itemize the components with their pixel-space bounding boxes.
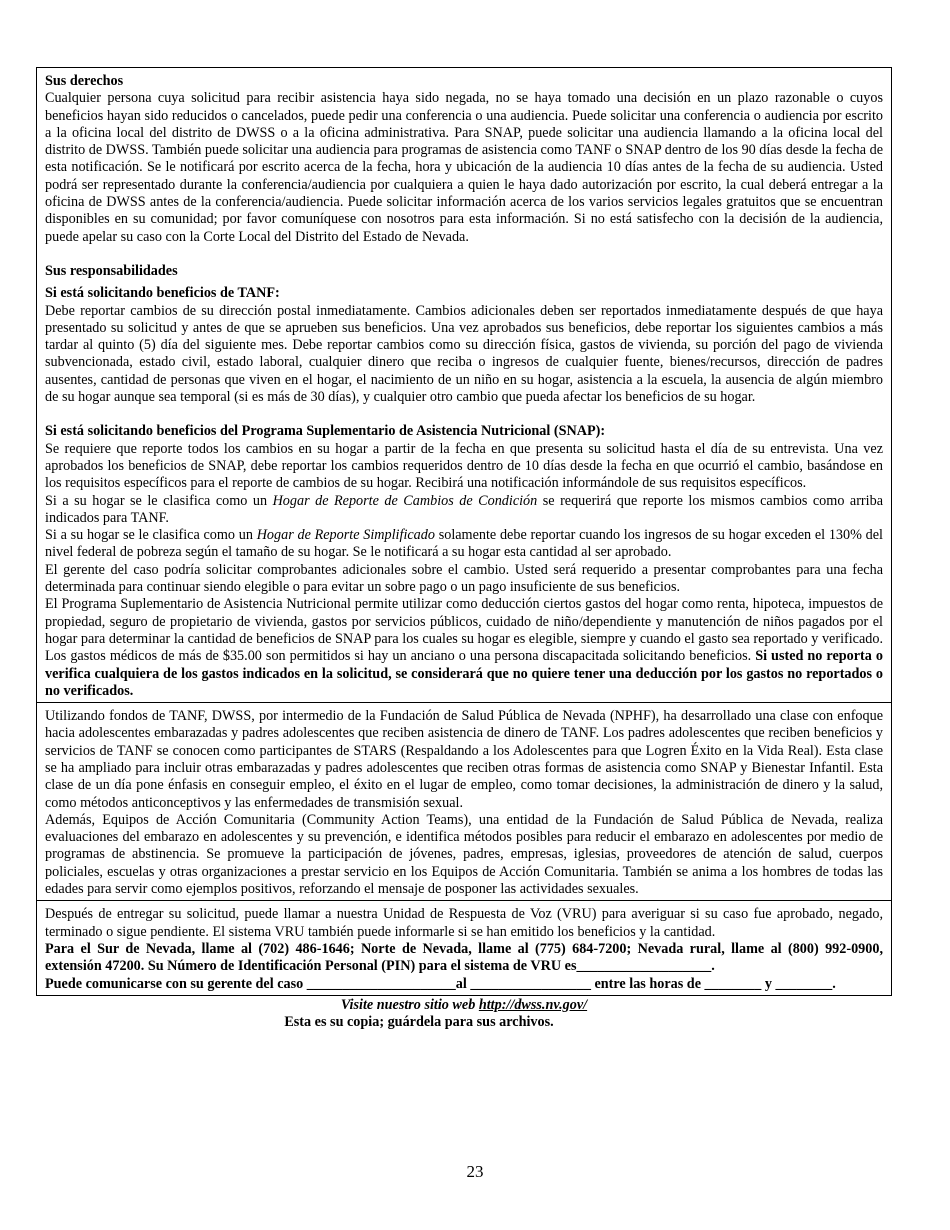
snap-paragraph-5: El Programa Suplementario de Asistencia Nutricional permite utilizar como deducción ciertos gastos del hogar como renta, hipoteca, impuestos de propiedad, seguro de propietario de vivienda, gastos por servicios públicos, cuidado de niño/dependiente y manutención de niños pagados por el hogar para determinar la cantidad de beneficios de SNAP para los cuales su hogar es elegible, siempre y cuando el gasto sea reportado y verificado. Los gastos médicos de más de $35.00 son permitidos si hay un anciano o una persona discapacitada solicitando beneficios. Si usted no reporta o verifica cualquiera de los gastos indicados en la solicitud, se considerará que no quiere tener una deducción por los gastos no reportados o no verificados. [45, 596, 883, 699]
vru-paragraph-1: Después de entregar su solicitud, puede llamar a nuestra Unidad de Respuesta de Voz (VRU) para averiguar si su caso fue aprobado, negado, terminado o sigue pendiente. El sistema VRU también puede informarle si se han emitido los beneficios y la cantidad. [45, 906, 883, 940]
snap-paragraph-4: El gerente del caso podría solicitar comprobantes adicionales sobre el cambio. Usted será requerido a presentar comprobantes para una fecha determinada para continuar siendo elegible o para evitar un sobre pago o un pago insuficiente de sus beneficios. [45, 561, 883, 596]
responsibilities-title: Sus responsabilidades [45, 262, 178, 279]
case-manager-contact: Puede comunicarse con su gerente del caso _____________________al _________________ entre las horas de ________ y ________. [45, 975, 836, 992]
snap-paragraph-3: Si a su hogar se le clasifica como un Hogar de Reporte Simplificado solamente debe reportar cuando los ingresos de su hogar exceden el 130% del nivel federal de pobreza según el tamaño de su hogar. Se le notificará a su hogar esta cantidad al ser aprobado. [45, 527, 883, 561]
document-page [36, 67, 892, 1031]
snap-heading: Si está solicitando beneficios del Programa Suplementario de Asistencia Nutricional (SNAP): [45, 423, 606, 440]
tanf-body: Debe reportar cambios de su dirección postal inmediatamente. Cambios adicionales deben ser reportados inmediatamente después de que haya presentado su solicitud y antes de que se aprueben sus beneficios. Una vez aprobados sus beneficios, debe reportar los siguientes cambios a más tardar al quinto (5) día del siguiente mes. Debe reportar cambios como su dirección física, gastos de vivienda, su porción del pago de vivienda subvencionada, estado civil, estado laboral, cualquier dinero que reciba o ingresos de cualquier fuente, bienes/recursos, dirección de padres ausentes, cantidad de personas que viven en el hogar, el nacimiento de un niño en su hogar, asistencia a la escuela, la ausencia de algún miembro de su hogar aunque sea temporal (si es más de 30 días), y cualquier otro cambio que pueda afectar los beneficios de su hogar. [45, 302, 883, 406]
copy-note: Esta es su copia; guárdela para sus archivos. [284, 1014, 554, 1031]
stars-paragraph-1: Utilizando fondos de TANF, DWSS, por intermedio de la Fundación de Salud Pública de Nevada (NPHF), ha desarrollado una clase con enfoque hacia adolescentes embarazadas y padres adolescentes que reciben asistencia de dinero de TANF. Los padres adolescentes que reciben beneficios y servicios de TANF se conocen como participantes de STARS (Respaldando a los Adolescentes para que Logren Éxito en la Vida Real). Esta clase se ha ampliado para incluir otras embarazadas y padres adolescentes que reciben otras formas de asistencia como SNAP y Bienestar Infantil. Esta clase de un día pone énfasis en conseguir empleo, el éxito en el lugar de empleo, como tomar decisiones, la administración de dinero y la salud, como métodos anticonceptivos y las enfermedades de transmisión sexual. [45, 708, 883, 811]
vru-phone-numbers: Para el Sur de Nevada, llame al (702) 486-1646; Norte de Nevada, llame al (775) 684-7200; Nevada rural, llame al (800) 992-0900, extensión 47200. Su Número de Identificación Personal (PIN) para el sistema de VRU es___________________. [45, 940, 883, 975]
tanf-heading: Si está solicitando beneficios de TANF: [45, 285, 280, 302]
stars-paragraph-2: Además, Equipos de Acción Comunitaria (Community Action Teams), una entidad de la Fundación de Salud Pública de Nevada, realiza evaluaciones del embarazo en adolescentes y su prevención, e identifica métodos posibles para reducir el embarazo en adolescentes por medio de programas de abstinencia. Se promueve la participación de jóvenes, padres, empresas, iglesias, proveedores de atención de salud, cuerpos policiales, escuelas y otras organizaciones a prestar servicio en los Equipos de Acción Comunitaria. También se anima a los hombres de todas las edades para servir como ejemplos positivos, reforzando el mensaje de posponer las actividades sexuales. [45, 811, 883, 898]
snap-paragraph-1: Se requiere que reporte todos los cambios en su hogar a partir de la fecha en que presenta su solicitud hasta el día de su entrevista. Una vez aprobados los beneficios de SNAP, debe reportar los cambios requeridos dentro de 10 días desde la fecha en que ocurrió el cambio, basándose en los requisitos específicos para el reporte de cambios de su hogar. Recibirá una notificación informándole de sus requisitos específicos. [45, 440, 883, 492]
website-link[interactable]: http://dwss.nv.gov/ [478, 996, 588, 1013]
rights-body: Cualquier persona cuya solicitud para recibir asistencia haya sido negada, no se haya tomado una decisión en un plazo razonable o cuyos beneficios hayan sido reducidos o cancelados, puede pedir una conferencia o una audiencia. Puede solicitar una conferencia o audiencia por escrito a la oficina local del distrito de DWSS o a la oficina administrativa. Para SNAP, puede solicitar una audiencia llamando a la oficina local del distrito de DWSS. También puede solicitar una audiencia para programas de asistencia como TANF o SNAP dentro de los 90 días desde la fecha de esta notificación. Se le notificará por escrito acerca de la fecha, hora y ubicación de la audiencia 10 días antes de la fecha de su audiencia. Usted podrá ser representado durante la conferencia/audiencia por cualquiera a quien le haya dado autorización por escrito, la cual deberá entregar a la oficina de DWSS antes de la conferencia/audiencia. Puede solicitar información acerca de los varios servicios legales gratuitos que se encuentran disponibles en su comunidad; por favor comuníquese con nosotros para esta información. Si no está satisfecho con la decisión de la audiencia, puede apelar su caso con la Corte Local del Distrito del Estado de Nevada. [45, 90, 883, 245]
page-number: 23 [466, 1162, 484, 1181]
snap-paragraph-2: Si a su hogar se le clasifica como un Hogar de Reporte de Cambios de Condición se requerirá que reporte los mismos cambios como arriba indicados para TANF. [45, 492, 883, 526]
rights-section [36, 67, 892, 702]
rights-title: Sus derechos [45, 73, 124, 89]
stars-section [36, 702, 892, 900]
website-line: Visite nuestro sitio web http://dwss.nv.gov/ [340, 996, 588, 1013]
vru-section [36, 900, 892, 995]
footer [36, 997, 892, 1032]
